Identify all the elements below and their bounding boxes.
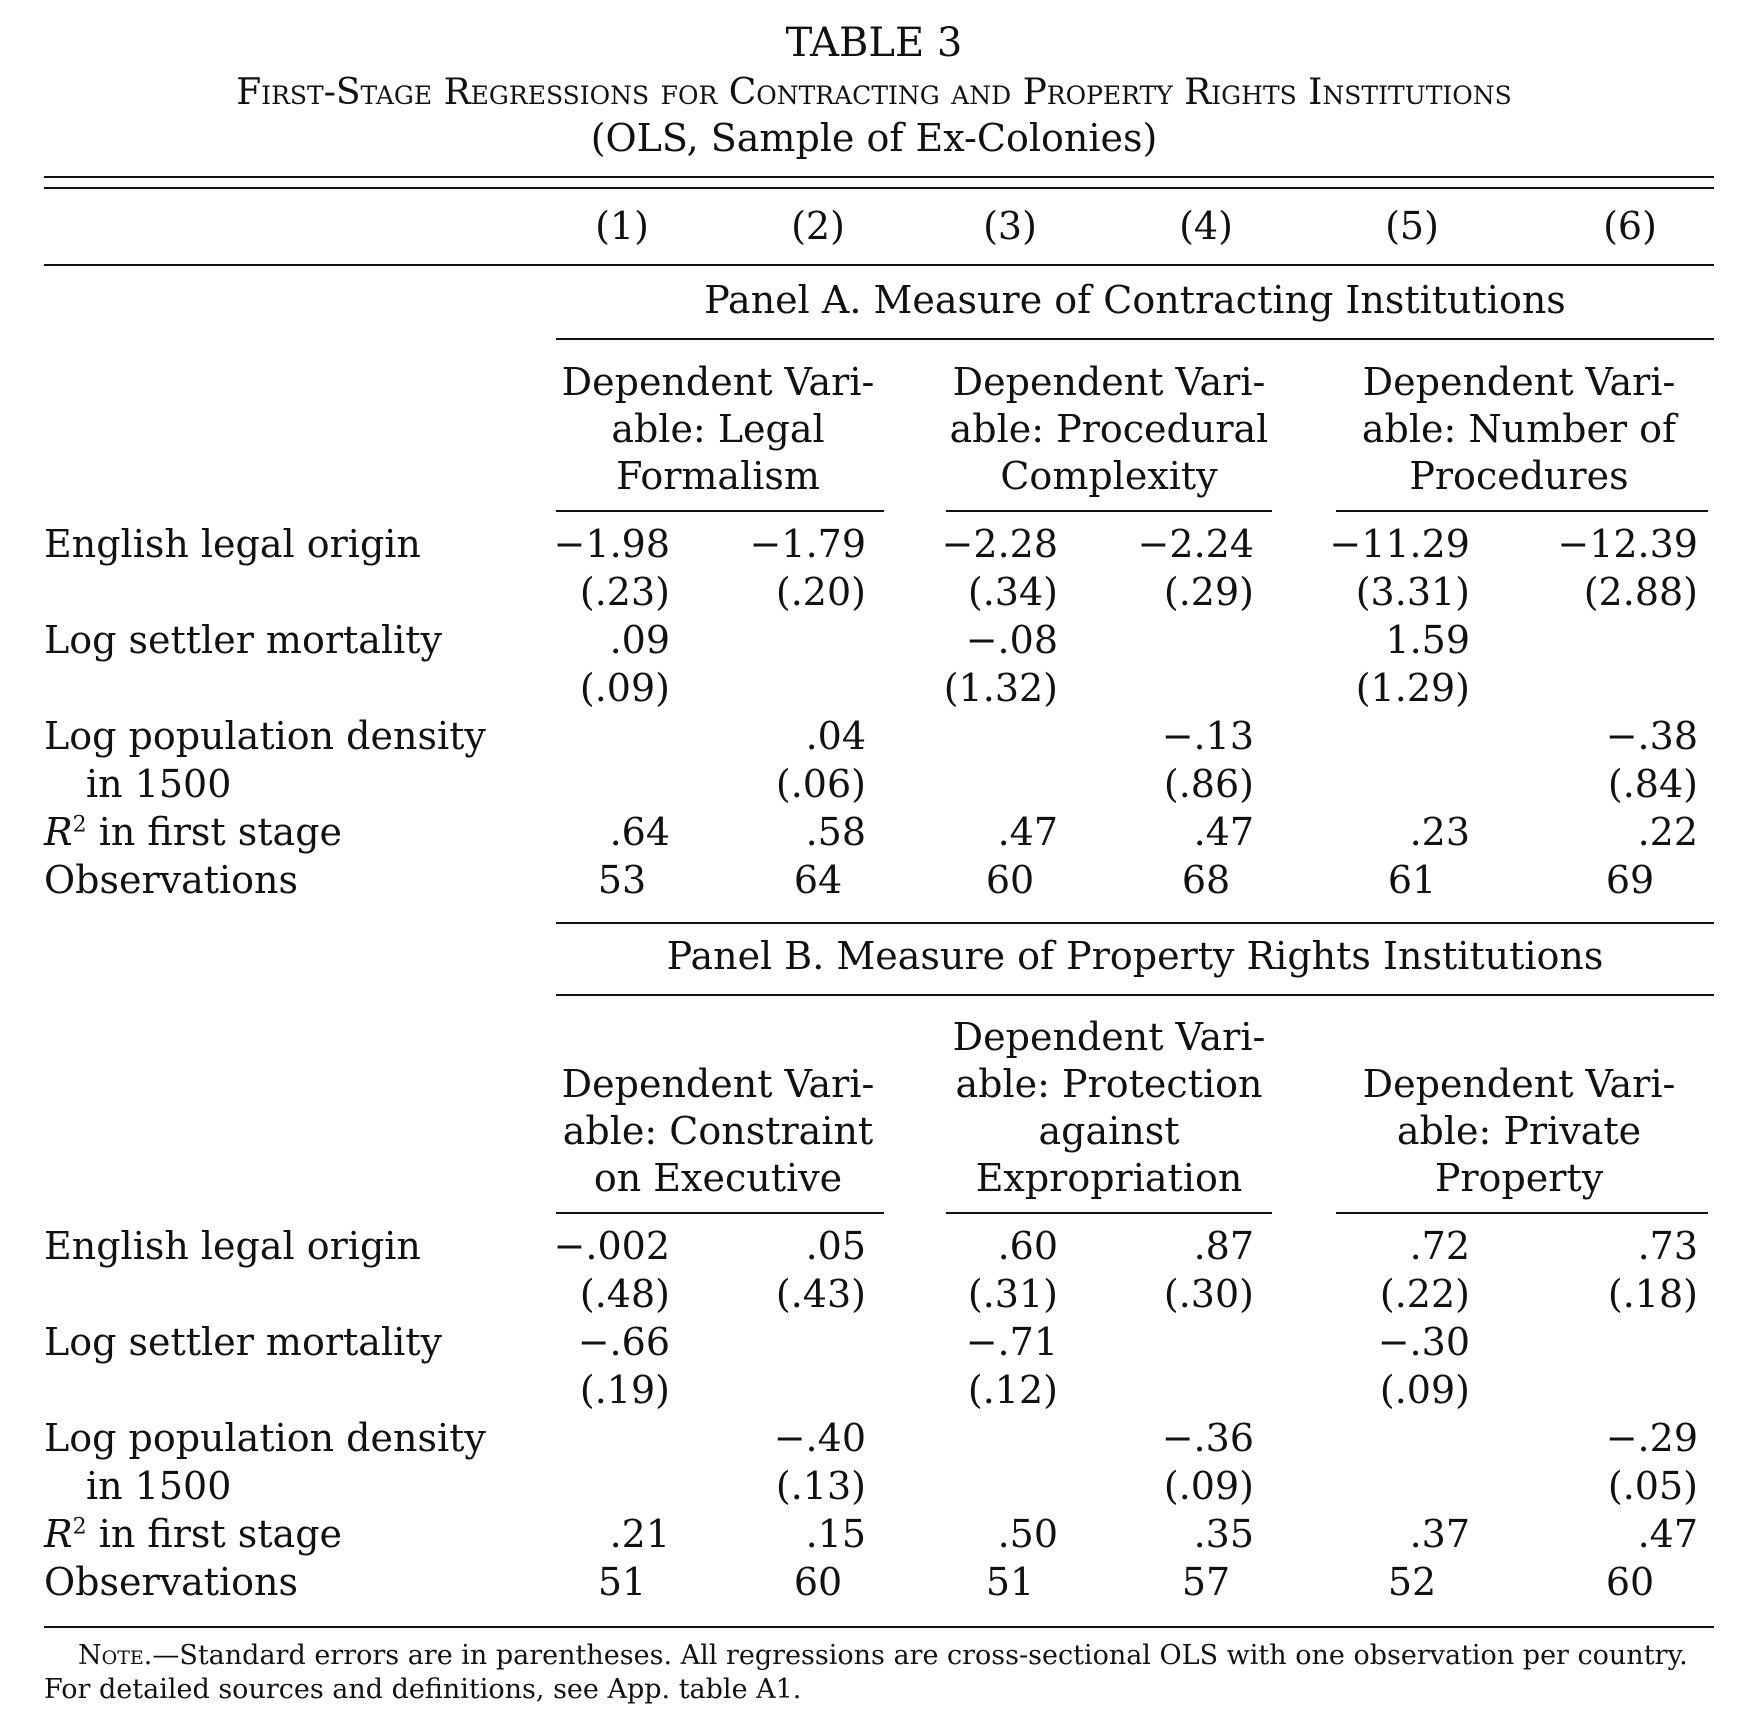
dep-var-line: able: Number of — [1361, 407, 1677, 451]
standard-error-cell: (.12) — [967, 1368, 1058, 1412]
r-squared-cell: .22 — [1637, 810, 1698, 854]
observations-cell: 61 — [1387, 858, 1437, 902]
column-number-4: (4) — [1179, 204, 1233, 248]
row-label: Log settler mortality — [44, 1320, 442, 1364]
standard-error-cell: (.09) — [579, 666, 670, 710]
observations-cell: 60 — [985, 858, 1035, 902]
dep-var-line: against — [1038, 1109, 1180, 1153]
panel_b-dep-rule-3 — [1336, 1212, 1708, 1214]
standard-error-cell: (.22) — [1379, 1272, 1470, 1316]
panel-b-rule — [556, 994, 1714, 996]
coefficient-cell: −.29 — [1605, 1416, 1698, 1460]
dep-var-line: able: Constraint — [562, 1109, 874, 1153]
panel_b-dep-rule-1 — [556, 1212, 884, 1214]
dep-var-line: able: Legal — [611, 407, 825, 451]
observations-label: Observations — [44, 858, 299, 902]
coefficient-cell: −.08 — [965, 618, 1058, 662]
standard-error-cell: (.09) — [1379, 1368, 1470, 1412]
r-squared-text: in first stage — [98, 810, 343, 854]
bottom-rule — [44, 1626, 1714, 1628]
coefficient-cell: −.002 — [553, 1224, 670, 1268]
standard-error-cell: (.84) — [1607, 762, 1698, 806]
row-label: English legal origin — [44, 522, 421, 566]
coefficient-cell: −.13 — [1161, 714, 1254, 758]
panel_a-dep-var-2 — [929, 359, 1289, 500]
observations-cell: 53 — [597, 858, 647, 902]
row-label-continued: in 1500 — [86, 1464, 232, 1508]
note-dash: — — [152, 1640, 180, 1671]
r-symbol: R — [44, 1512, 73, 1556]
panel_a-dep-rule-1 — [556, 510, 884, 512]
dep-var-line: Procedures — [1409, 454, 1629, 498]
panel-a-title: Panel A. Measure of Contracting Institutions — [704, 278, 1566, 322]
panel-b-title: Panel B. Measure of Property Rights Institutions — [666, 934, 1604, 978]
dep-var-line: Dependent Vari- — [561, 360, 875, 404]
panel-separator-rule — [556, 922, 1714, 924]
r-squared-cell: .21 — [609, 1512, 670, 1556]
dep-var-line: able: Private — [1396, 1109, 1642, 1153]
standard-error-cell: (.31) — [967, 1272, 1058, 1316]
column-number-1: (1) — [595, 204, 649, 248]
dep-var-line: Dependent Vari- — [1362, 1062, 1676, 1106]
r-squared-label — [44, 810, 342, 854]
standard-error-cell: (.05) — [1607, 1464, 1698, 1508]
standard-error-cell: (.18) — [1607, 1272, 1698, 1316]
table-title: First-Stage Regressions for Contracting and Property Rights Institutions — [236, 72, 1512, 113]
coefficient-cell: −.36 — [1161, 1416, 1254, 1460]
dep-var-line: Dependent Vari- — [952, 1015, 1266, 1059]
row-label: Log population density — [44, 714, 486, 758]
dep-var-line: Dependent Vari- — [1362, 360, 1676, 404]
column-number-3: (3) — [983, 204, 1037, 248]
panel_b-dep-var-3 — [1339, 1061, 1699, 1202]
top-rule-2 — [44, 187, 1714, 189]
dep-var-line: Dependent Vari- — [561, 1062, 875, 1106]
table-note-line2: For detailed sources and definitions, see App. table A1. — [44, 1674, 802, 1705]
panel_a-dep-var-1 — [538, 359, 898, 500]
observations-cell: 69 — [1605, 858, 1655, 902]
coefficient-cell: −2.24 — [1137, 522, 1254, 566]
dep-var-line: Property — [1434, 1156, 1604, 1200]
panel_b-dep-var-1 — [538, 1061, 898, 1202]
r-squared-cell: .47 — [997, 810, 1058, 854]
coefficient-cell: −2.28 — [941, 522, 1058, 566]
row-label: English legal origin — [44, 1224, 421, 1268]
standard-error-cell: (1.32) — [943, 666, 1058, 710]
coefficient-cell: −1.79 — [749, 522, 866, 566]
standard-error-cell: (.86) — [1163, 762, 1254, 806]
observations-cell: 60 — [793, 1560, 843, 1604]
observations-label: Observations — [44, 1560, 299, 1604]
note-head: Note. — [78, 1640, 153, 1671]
standard-error-cell: (.48) — [579, 1272, 670, 1316]
note-text-1: Standard errors are in parentheses. All regressions are cross-sectional OLS with one observation per country. — [179, 1640, 1688, 1671]
header-rule — [44, 264, 1714, 266]
dep-var-line: Expropriation — [975, 1156, 1243, 1200]
table-subtitle: (OLS, Sample of Ex-Colonies) — [590, 116, 1158, 160]
row-label: Log population density — [44, 1416, 486, 1460]
coefficient-cell: .73 — [1637, 1224, 1698, 1268]
r-squared-text: in first stage — [98, 1512, 343, 1556]
coefficient-cell: .87 — [1193, 1224, 1254, 1268]
standard-error-cell: (.06) — [775, 762, 866, 806]
dep-var-line: Dependent Vari- — [952, 360, 1266, 404]
standard-error-cell: (.29) — [1163, 570, 1254, 614]
observations-cell: 51 — [597, 1560, 647, 1604]
r-superscript: 2 — [72, 812, 87, 838]
panel_a-dep-rule-2 — [946, 510, 1272, 512]
column-number-6: (6) — [1603, 204, 1657, 248]
r-squared-cell: .15 — [805, 1512, 866, 1556]
r-symbol: R — [44, 810, 73, 854]
coefficient-cell: 1.59 — [1385, 618, 1470, 662]
panel_a-dep-var-3 — [1339, 359, 1699, 500]
column-number-2: (2) — [791, 204, 845, 248]
panel_b-dep-rule-2 — [946, 1212, 1272, 1214]
r-squared-cell: .23 — [1409, 810, 1470, 854]
top-rule-1 — [44, 176, 1714, 178]
standard-error-cell: (.34) — [967, 570, 1058, 614]
standard-error-cell: (.23) — [579, 570, 670, 614]
standard-error-cell: (.43) — [775, 1272, 866, 1316]
coefficient-cell: .72 — [1409, 1224, 1470, 1268]
standard-error-cell: (.30) — [1163, 1272, 1254, 1316]
column-number-5: (5) — [1385, 204, 1439, 248]
row-label: Log settler mortality — [44, 618, 442, 662]
observations-cell: 64 — [793, 858, 843, 902]
coefficient-cell: .09 — [609, 618, 670, 662]
dep-var-line: Complexity — [1000, 454, 1218, 498]
r-squared-cell: .50 — [997, 1512, 1058, 1556]
coefficient-cell: −.40 — [773, 1416, 866, 1460]
r-squared-cell: .47 — [1637, 1512, 1698, 1556]
coefficient-cell: −11.29 — [1329, 522, 1470, 566]
r-superscript: 2 — [72, 1514, 87, 1540]
observations-cell: 57 — [1181, 1560, 1231, 1604]
panel-a-rule — [556, 338, 1714, 340]
panel_b-dep-var-2 — [929, 1014, 1289, 1202]
coefficient-cell: −.71 — [965, 1320, 1058, 1364]
coefficient-cell: −.30 — [1377, 1320, 1470, 1364]
dep-var-line: able: Protection — [955, 1062, 1263, 1106]
observations-cell: 60 — [1605, 1560, 1655, 1604]
coefficient-cell: .05 — [805, 1224, 866, 1268]
observations-cell: 68 — [1181, 858, 1231, 902]
standard-error-cell: (.09) — [1163, 1464, 1254, 1508]
r-squared-cell: .58 — [805, 810, 866, 854]
dep-var-line: able: Procedural — [949, 407, 1269, 451]
coefficient-cell: .60 — [997, 1224, 1058, 1268]
r-squared-cell: .37 — [1409, 1512, 1470, 1556]
coefficient-cell: −1.98 — [553, 522, 670, 566]
coefficient-cell: −12.39 — [1557, 522, 1698, 566]
table-note-line1 — [78, 1640, 1688, 1671]
coefficient-cell: −.38 — [1605, 714, 1698, 758]
observations-cell: 51 — [985, 1560, 1035, 1604]
standard-error-cell: (3.31) — [1355, 570, 1470, 614]
standard-error-cell: (.19) — [579, 1368, 670, 1412]
observations-cell: 52 — [1387, 1560, 1437, 1604]
coefficient-cell: −.66 — [577, 1320, 670, 1364]
standard-error-cell: (.20) — [775, 570, 866, 614]
row-label-continued: in 1500 — [86, 762, 232, 806]
dep-var-line: on Executive — [593, 1156, 843, 1200]
r-squared-cell: .47 — [1193, 810, 1254, 854]
dep-var-line: Formalism — [616, 454, 820, 498]
coefficient-cell: .04 — [805, 714, 866, 758]
r-squared-cell: .35 — [1193, 1512, 1254, 1556]
r-squared-label — [44, 1512, 342, 1556]
standard-error-cell: (.13) — [775, 1464, 866, 1508]
r-squared-cell: .64 — [609, 810, 670, 854]
table-number: TABLE 3 — [785, 20, 963, 66]
standard-error-cell: (2.88) — [1583, 570, 1698, 614]
panel_a-dep-rule-3 — [1336, 510, 1708, 512]
standard-error-cell: (1.29) — [1355, 666, 1470, 710]
